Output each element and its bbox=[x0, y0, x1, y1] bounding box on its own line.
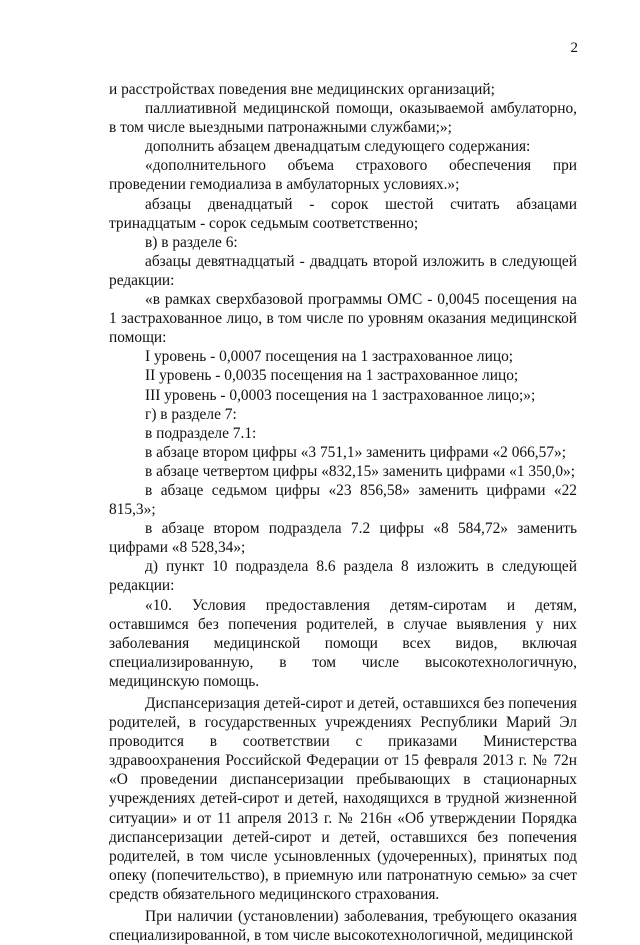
paragraph: в абзаце четвертом цифры «832,15» заменить цифрами «1 350,0»; bbox=[145, 462, 575, 480]
paragraph: в абзаце втором подраздела 7.2 цифры «8 584,72» заменить цифрами «8 528,34»; bbox=[109, 520, 577, 557]
paragraph: II уровень - 0,0035 посещения на 1 застрахованное лицо; bbox=[145, 367, 519, 385]
paragraph: «10. Условия предоставления детям-сиротам и детям, оставшимся без попечения родителей, в случае выявления у них заболевания медицинской помощи всех видов, включая специализированную, в том числе высокотехнологичную, медицинскую помощь. bbox=[109, 596, 577, 690]
paragraph: г) в разделе 7: bbox=[145, 405, 237, 423]
page-number: 2 bbox=[570, 40, 578, 56]
paragraph: и расстройствах поведения вне медицинских организаций; bbox=[109, 81, 495, 98]
paragraph: абзацы двенадцатый - сорок шестой считать абзацами тринадцатым - сорок седьмым соответственно; bbox=[109, 195, 577, 232]
paragraph: паллиативной медицинской помощи, оказываемой амбулаторно, в том числе выездными патронажными службами;»; bbox=[109, 100, 577, 137]
paragraph: «дополнительного объема страхового обеспечения при проведении гемодиализа в амбулаторных условиях.»; bbox=[109, 157, 577, 194]
paragraph: «в рамках сверхбазовой программы ОМС - 0,0045 посещения на 1 застрахованное лицо, в том числе по уровням оказания медицинской помощи: bbox=[109, 291, 577, 347]
paragraph: III уровень - 0,0003 посещения на 1 застрахованное лицо;»; bbox=[145, 386, 536, 404]
paragraph: При наличии (установлении) заболевания, требующего оказания специализированной, в том числе высокотехнологичной, медицинской bbox=[109, 908, 577, 945]
paragraph: I уровень - 0,0007 посещения на 1 застрахованное лицо; bbox=[145, 348, 514, 366]
paragraph: в подразделе 7.1: bbox=[145, 424, 257, 442]
paragraph: в абзаце седьмом цифры «23 856,58» заменить цифрами «22 815,3»; bbox=[109, 481, 577, 519]
paragraph: в абзаце втором цифры «3 751,1» заменить цифрами «2 066,57»; bbox=[145, 443, 567, 461]
paragraph: Диспансеризация детей-сирот и детей, оставшихся без попечения родителей, в государственных учреждениях Республики Марий Эл проводится в соответствии с приказами Министерства здравоохранения Российской Федерации от 15 февраля 2013 г. № 72н «О проведении диспансеризации пребывающих в стационарных учреждениях детей-сирот и детей, находящихся в трудной жизненной ситуации» и от 11 апреля 2013 г. № 216н «Об утверждении Порядка диспансеризации детей-сирот и детей, оставшихся без попечения родителей, в том числе усыновленных (удочеренных), принятых под опеку (попечительство), в приемную или патронатную семью» за счет средств обязательного медицинского страхования. bbox=[109, 695, 577, 903]
paragraph: дополнить абзацем двенадцатым следующего содержания: bbox=[145, 138, 531, 156]
document-body bbox=[109, 80, 577, 945]
paragraph: д) пункт 10 подраздела 8.6 раздела 8 изложить в следующей редакции: bbox=[109, 558, 577, 595]
paragraph: абзацы девятнадцатый - двадцать второй изложить в следующей редакции: bbox=[109, 252, 577, 289]
paragraph: в) в разделе 6: bbox=[145, 233, 238, 251]
